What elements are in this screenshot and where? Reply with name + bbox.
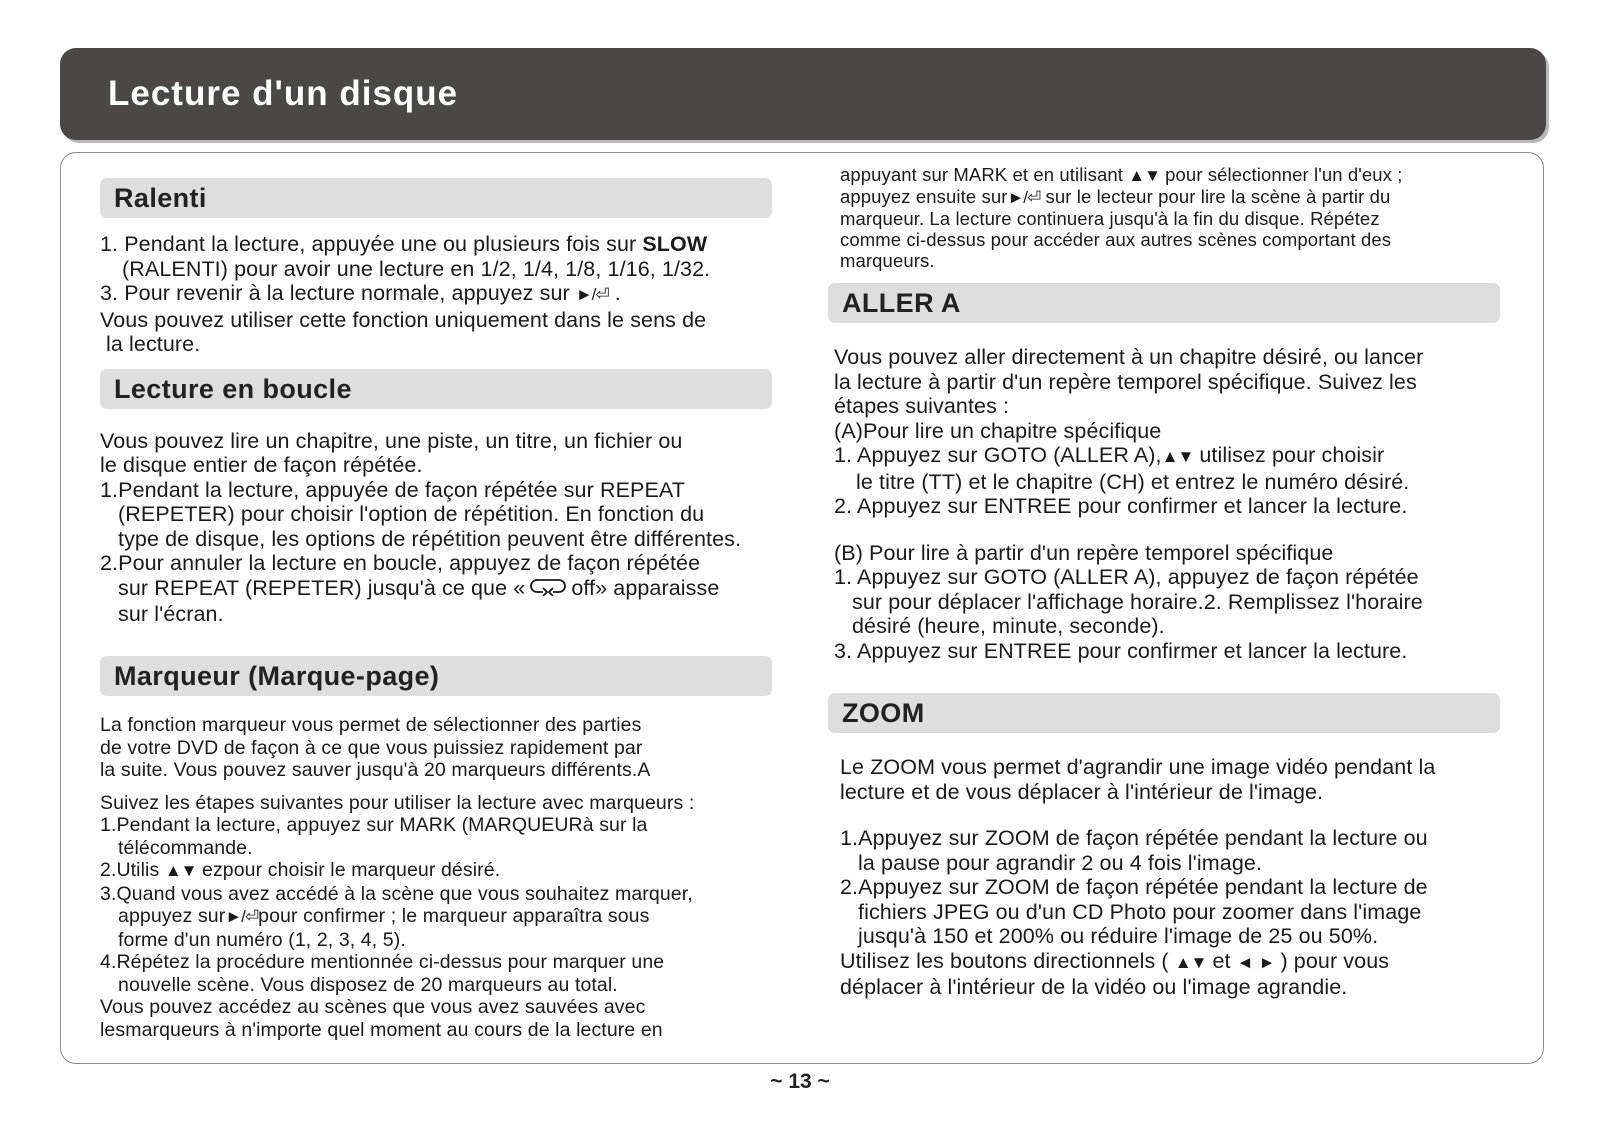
right-arrow-icon: ►	[1258, 952, 1275, 972]
text-span: 1. Appuyez sur GOTO (ALLER A),	[834, 443, 1162, 467]
text-line	[840, 164, 1520, 186]
repeat-loop-icon	[529, 576, 567, 602]
section-heading-zoom: ZOOM	[828, 693, 1500, 733]
text-line: 2.Pour annuler la lecture en boucle, appuyez de façon répétée	[100, 551, 701, 575]
text-line: (B) Pour lire à partir d'un repère temporel spécifique	[834, 540, 1334, 565]
text-line: Le ZOOM vous permet d'agrandir une image vidéo pendant la	[840, 755, 1436, 779]
text-line	[100, 905, 820, 929]
text-span: ) pour vous	[1274, 948, 1390, 973]
text-line: Suivez les étapes suivantes pour utiliser la lecture avec marqueurs :	[100, 791, 695, 814]
section-heading-marqueur: Marqueur (Marque-page)	[100, 656, 772, 696]
text-line: Vous pouvez accédez au scènes que vous avez sauvées avec	[100, 996, 646, 1019]
text-span: ezpour choisir le marqueur désiré.	[196, 859, 501, 882]
text-span: 2.Utilis	[100, 859, 165, 882]
text-line: fichiers JPEG ou d'un CD Photo pour zoomer dans l'image	[858, 899, 1422, 924]
text-line: jusqu'à 150 et 200% ou réduire l'image de 25 ou 50%.	[858, 924, 1379, 948]
up-down-arrows-icon: ▲▼	[164, 861, 197, 881]
text-span: appuyez ensuite sur	[840, 186, 1008, 207]
text-line: le disque entier de façon répétée.	[100, 453, 423, 477]
text-line	[834, 443, 1520, 470]
text-span: et	[1206, 948, 1237, 973]
text-line: étapes suivantes :	[834, 394, 1010, 418]
text-line: 2. Appuyez sur ENTREE pour confirmer et lancer la lecture.	[834, 494, 1408, 518]
text-line: sur pour déplacer l'affichage horaire.2. Remplissez l'horaire	[852, 589, 1423, 614]
text-line: 3. Appuyez sur ENTREE pour confirmer et lancer la lecture.	[834, 638, 1408, 663]
text-span: utilisez pour choisir	[1193, 443, 1385, 467]
text-line: 1. Appuyez sur GOTO (ALLER A), appuyez de façon répétée	[834, 565, 1419, 589]
text-line: 3.Quand vous avez accédé à la scène que vous souhaitez marquer,	[100, 882, 693, 905]
text-line	[840, 186, 1520, 208]
text-line: le titre (TT) et le chapitre (CH) et entrez le numéro désiré.	[856, 469, 1410, 494]
text-line: Vous pouvez aller directement à un chapitre désiré, ou lancer	[834, 345, 1424, 369]
text-line: 2.Appuyez sur ZOOM de façon répétée pendant la lecture de	[840, 875, 1428, 899]
text-line: 1.Pendant la lecture, appuyez sur MARK (MARQUEURà sur la	[100, 814, 648, 837]
text-line: sur l'écran.	[118, 601, 224, 626]
text-line: de votre DVD de façon à ce que vous puissiez rapidement par	[100, 736, 643, 759]
slow-keyword: SLOW	[642, 232, 708, 256]
text-line: la lecture à partir d'un repère temporel spécifique. Suivez les	[834, 369, 1417, 394]
play-enter-icon: ►/⏎	[575, 285, 609, 304]
aller-body	[834, 345, 1520, 663]
text-span: pour confirmer ; le marqueur apparaîtra sous	[258, 905, 650, 928]
text-line: lesmarqueurs à n'importe quel moment au cours de la lecture en	[100, 1018, 663, 1041]
text-span: appuyez sur	[118, 905, 226, 928]
left-arrow-icon: ◄	[1236, 952, 1253, 972]
page-title: Lecture d'un disque	[108, 74, 459, 113]
play-enter-icon: ►/⏎	[225, 907, 259, 927]
text-span: appuyant sur MARK et en utilisant	[840, 164, 1129, 185]
text-span: sur REPEAT (REPETER) jusqu'à ce que «	[118, 575, 526, 600]
text-line: (REPETER) pour choisir l'option de répétition. En fonction du	[118, 502, 705, 526]
text-line	[840, 949, 1520, 976]
text-line: marqueurs.	[840, 250, 935, 271]
text-line: (A)Pour lire un chapitre spécifique	[834, 418, 1162, 443]
text-line: désiré (heure, minute, seconde).	[852, 614, 1165, 638]
up-down-arrows-icon: ▲▼	[1128, 166, 1160, 185]
text-line	[100, 281, 820, 308]
section-heading-lecture-en-boucle: Lecture en boucle	[100, 369, 772, 409]
play-enter-icon: ►/⏎	[1007, 188, 1041, 207]
text-line: forme d'un numéro (1, 2, 3, 4, 5).	[118, 928, 406, 951]
text-line: Vous pouvez lire un chapitre, une piste, un titre, un fichier ou	[100, 428, 683, 453]
text-line: la pause pour agrandir 2 ou 4 fois l'image.	[858, 850, 1263, 875]
text-line: 1.Appuyez sur ZOOM de façon répétée pendant la lecture ou	[840, 826, 1428, 850]
up-down-arrows-icon: ▲▼	[1174, 952, 1207, 972]
ralenti-body	[100, 232, 820, 357]
page-number: ~ 13 ~	[770, 1070, 830, 1093]
text-span: off» apparaisse	[571, 575, 720, 600]
marqueur-body	[100, 714, 820, 1041]
text-line	[100, 576, 820, 602]
section-heading-ralenti: Ralenti	[100, 178, 772, 218]
text-line	[100, 859, 820, 883]
text-span: 1. Pendant la lecture, appuyée une ou plusieurs fois sur	[100, 232, 643, 256]
text-span: pour sélectionner l'un d'eux ;	[1159, 164, 1403, 185]
boucle-body	[100, 429, 820, 627]
text-line: type de disque, les options de répétition peuvent être différentes.	[118, 526, 742, 551]
text-line: la lecture.	[106, 332, 201, 356]
text-line	[100, 232, 820, 257]
text-line: lecture et de vous déplacer à l'intérieur de l'image.	[840, 779, 1324, 804]
text-span: Utilisez les boutons directionnels (	[840, 948, 1175, 973]
header-bar	[60, 48, 1546, 140]
text-line: 4.Répétez la procédure mentionnée ci-dessus pour marquer une	[100, 951, 665, 974]
text-line: nouvelle scène. Vous disposez de 20 marqueurs au total.	[118, 973, 618, 996]
text-line: comme ci-dessus pour accéder aux autres scènes comportant des	[840, 229, 1392, 250]
text-line: déplacer à l'intérieur de la vidéo ou l'image agrandie.	[840, 975, 1348, 999]
text-line: la suite. Vous pouvez sauver jusqu'à 20 marqueurs différents.A	[100, 759, 651, 782]
text-line: Vous pouvez utiliser cette fonction uniquement dans le sens de	[100, 307, 707, 332]
left-column	[100, 160, 820, 1041]
section-heading-aller-a: ALLER A	[828, 283, 1500, 323]
text-line: (RALENTI) pour avoir une lecture en 1/2, 1/4, 1/8, 1/16, 1/32.	[122, 256, 711, 281]
up-down-arrows-icon: ▲▼	[1161, 447, 1194, 466]
text-span: 3. Pour revenir à la lecture normale, appuyez sur	[100, 281, 576, 305]
text-line: télécommande.	[118, 836, 253, 859]
right-column	[834, 160, 1520, 1000]
text-span: .	[608, 281, 621, 305]
text-line: La fonction marqueur vous permet de sélectionner des parties	[100, 714, 642, 737]
marqueur-continued	[840, 164, 1520, 271]
text-line: 1.Pendant la lecture, appuyée de façon répétée sur REPEAT	[100, 477, 685, 502]
text-span: sur le lecteur pour lire la scène à partir du	[1040, 186, 1391, 207]
zoom-body	[840, 755, 1520, 1000]
text-line: marqueur. La lecture continuera jusqu'à la fin du disque. Répétez	[840, 208, 1380, 229]
